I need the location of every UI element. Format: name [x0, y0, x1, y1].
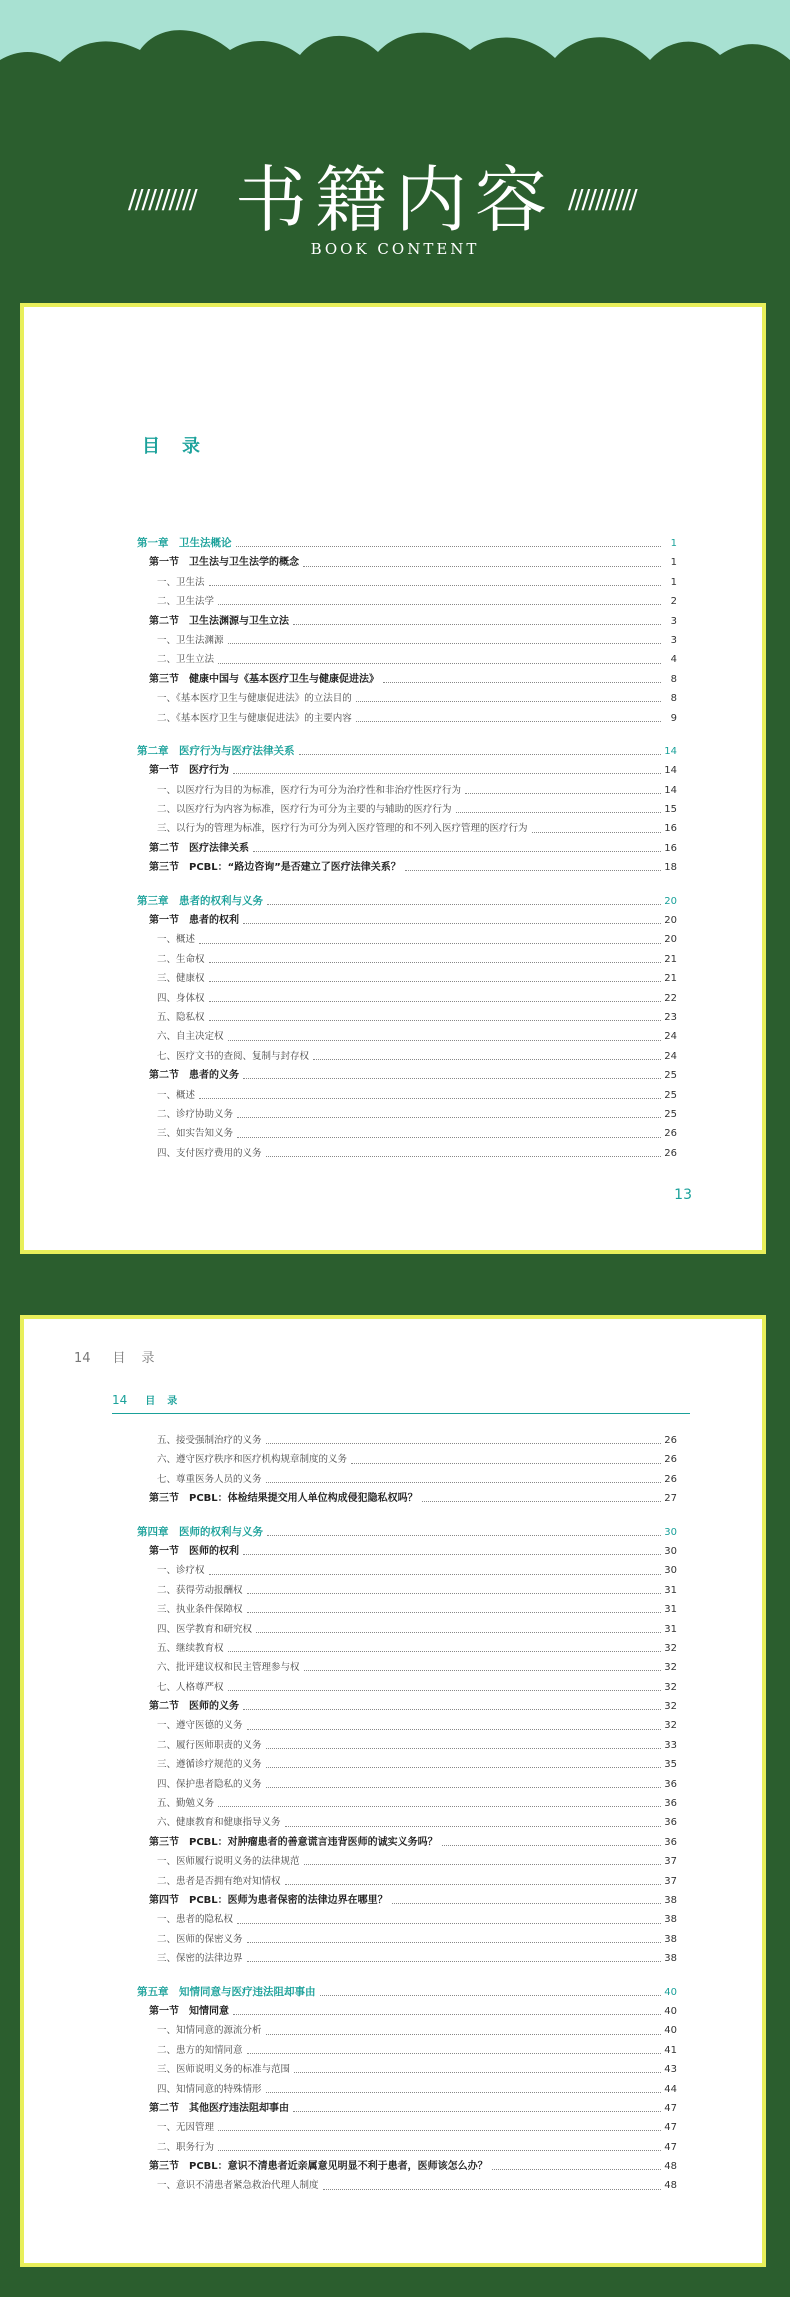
- dot-leader: [267, 1535, 661, 1536]
- toc-entry-page: 36: [664, 1778, 677, 1790]
- toc-entry-label: 第二节 医疗法律关系: [149, 842, 249, 854]
- toc-entry-page: 36: [664, 1836, 677, 1848]
- toc-entry-label: 第二节 医师的义务: [149, 1701, 239, 1713]
- toc-chapter-entry[interactable]: [137, 1983, 677, 2002]
- dot-leader: [356, 701, 661, 702]
- toc-entry-label: 第三节 PCBL：体检结果提交用人单位构成侵犯隐私权吗？: [149, 1493, 418, 1505]
- banner: [0, 0, 790, 300]
- dot-leader: [266, 1443, 661, 1444]
- toc-section-entry[interactable]: [137, 1891, 677, 1910]
- toc-entries-page-2: [137, 1431, 677, 2196]
- dot-leader: [293, 624, 661, 625]
- toc-item-entry[interactable]: [137, 689, 677, 708]
- running-header-teal: [112, 1392, 690, 1414]
- dot-leader: [304, 1670, 661, 1671]
- toc-section-entry[interactable]: [137, 1542, 677, 1561]
- dot-leader: [266, 1787, 661, 1788]
- toc-item-entry[interactable]: [137, 1105, 677, 1124]
- toc-entry-label: 三、医师说明义务的标准与范围: [157, 2064, 291, 2076]
- toc-entry-label: 二、医师的保密义务: [157, 1933, 243, 1945]
- toc-item-entry[interactable]: [137, 950, 677, 969]
- toc-heading: 目录: [142, 436, 222, 457]
- toc-section-entry[interactable]: [137, 2099, 677, 2118]
- toc-entry-label: 一、遵守医德的义务: [157, 1720, 243, 1732]
- dot-leader: [422, 1501, 661, 1502]
- toc-entry-label: 第三章 患者的权利与义务: [137, 894, 263, 907]
- dot-leader: [313, 1059, 661, 1060]
- toc-entry-label: 二、患者是否拥有绝对知情权: [157, 1875, 281, 1887]
- dot-leader: [532, 832, 661, 833]
- toc-entry-label: 二、获得劳动报酬权: [157, 1584, 243, 1596]
- dot-leader: [303, 566, 661, 567]
- toc-entry-page: 32: [664, 1662, 677, 1674]
- toc-entry-page: 36: [664, 1798, 677, 1810]
- dot-leader: [266, 1767, 661, 1768]
- dot-leader: [228, 1690, 661, 1691]
- toc-entry-page: 9: [670, 712, 677, 724]
- toc-entry-page: 26: [664, 1473, 677, 1485]
- toc-section-entry[interactable]: [137, 670, 677, 689]
- toc-entry-label: 二、诊疗协助义务: [157, 1108, 234, 1120]
- toc-item-entry[interactable]: [137, 1047, 677, 1066]
- toc-entry-label: 一、以医疗行为目的为标准，医疗行为可分为治疗性和非治疗性医疗行为: [157, 784, 462, 796]
- toc-entry-page: 37: [664, 1875, 677, 1887]
- toc-section-entry[interactable]: [137, 2002, 677, 2021]
- toc-entry-page: 26: [664, 1147, 677, 1159]
- toc-entry-page: 32: [664, 1701, 677, 1713]
- toc-entry-page: 31: [664, 1584, 677, 1596]
- toc-item-entry[interactable]: [137, 819, 677, 838]
- toc-entry-label: 五、继续教育权: [157, 1642, 224, 1654]
- dot-leader: [294, 2072, 661, 2073]
- section-gap: [137, 728, 677, 742]
- toc-section-entry[interactable]: [137, 612, 677, 631]
- toc-entry-label: 一、概述: [157, 934, 196, 946]
- dot-leader: [405, 870, 661, 871]
- toc-chapter-entry[interactable]: [137, 892, 677, 911]
- toc-entry-page: 26: [664, 1454, 677, 1466]
- dot-leader: [304, 1864, 661, 1865]
- toc-entry-label: 第一节 医师的权利: [149, 1545, 239, 1557]
- toc-entry-label: 二、《基本医疗卫生与健康促进法》的主要内容: [157, 712, 352, 724]
- dot-leader: [218, 604, 661, 605]
- dot-leader: [209, 585, 661, 586]
- dot-leader: [247, 1961, 661, 1962]
- dot-leader: [236, 546, 662, 547]
- toc-item-entry[interactable]: [137, 930, 677, 949]
- toc-item-entry[interactable]: [137, 1775, 677, 1794]
- toc-item-entry[interactable]: [137, 800, 677, 819]
- dot-leader: [356, 721, 661, 722]
- toc-chapter-entry[interactable]: [137, 534, 677, 553]
- toc-entry-label: 第三节 健康中国与《基本医疗卫生与健康促进法》: [149, 673, 379, 685]
- dot-leader: [218, 663, 661, 664]
- toc-entry-label: 第二节 其他医疗违法阻却事由: [149, 2102, 289, 2114]
- toc-entry-page: 20: [664, 895, 677, 907]
- toc-entry-label: 一、无因管理: [157, 2122, 215, 2134]
- toc-entry-page: 40: [664, 2025, 677, 2037]
- toc-entry-page: 2: [670, 596, 677, 608]
- toc-section-entry[interactable]: [137, 553, 677, 572]
- banner-subtitle: BOOK CONTENT: [310, 240, 480, 258]
- toc-entry-label: 四、身体权: [157, 992, 205, 1004]
- toc-entry-page: 14: [664, 745, 677, 757]
- toc-entry-label: 六、自主决定权: [157, 1031, 224, 1043]
- left-slash-decoration: //////////: [128, 185, 196, 215]
- running-header-gray: [74, 1347, 171, 1366]
- toc-entry-page: 20: [664, 934, 677, 946]
- toc-entry-label: 六、批评建议权和民主管理参与权: [157, 1662, 300, 1674]
- toc-entry-page: 25: [664, 1108, 677, 1120]
- toc-item-entry[interactable]: [137, 1716, 677, 1735]
- hills-decoration: [0, 0, 790, 120]
- toc-entry-page: 38: [664, 1933, 677, 1945]
- banner-title: 书籍内容: [234, 158, 555, 242]
- toc-item-entry[interactable]: [137, 2138, 677, 2157]
- toc-entry-label: 一、《基本医疗卫生与健康促进法》的立法目的: [157, 693, 352, 705]
- toc-entry-label: 三、健康权: [157, 973, 205, 985]
- toc-entry-label: 三、以行为的管理为标准，医疗行为可分为列入医疗管理的和不列入医疗管理的医疗行为: [157, 823, 528, 835]
- toc-entry-label: 第一节 卫生法与卫生法学的概念: [149, 557, 299, 569]
- toc-entry-label: 二、患方的知情同意: [157, 2044, 243, 2056]
- toc-section-entry[interactable]: [137, 1489, 677, 1508]
- dot-leader: [266, 2092, 661, 2093]
- toc-entry-label: 一、概述: [157, 1089, 196, 1101]
- toc-entry-page: 30: [664, 1526, 677, 1538]
- toc-section-entry[interactable]: [137, 761, 677, 780]
- toc-entry-page: 32: [664, 1681, 677, 1693]
- header-page-number: 14: [74, 1351, 91, 1366]
- dot-leader: [209, 1020, 661, 1021]
- dot-leader: [233, 773, 661, 774]
- toc-entry-page: 44: [664, 2083, 677, 2095]
- toc-entry-label: 二、卫生法学: [157, 596, 215, 608]
- toc-entry-page: 31: [664, 1604, 677, 1616]
- toc-entry-page: 8: [670, 673, 677, 685]
- toc-entry-page: 27: [664, 1493, 677, 1505]
- toc-entry-page: 36: [664, 1817, 677, 1829]
- section-gap: [137, 878, 677, 892]
- toc-entry-label: 第二章 医疗行为与医疗法律关系: [137, 744, 295, 757]
- dot-leader: [243, 923, 661, 924]
- toc-entry-page: 3: [670, 615, 677, 627]
- toc-entry-page: 33: [664, 1739, 677, 1751]
- toc-entry-page: 38: [664, 1953, 677, 1965]
- toc-entry-page: 23: [664, 1011, 677, 1023]
- toc-entry-label: 第三节 PCBL：对肿瘤患者的善意谎言违背医师的诚实义务吗？: [149, 1836, 438, 1848]
- toc-entry-page: 22: [664, 992, 677, 1004]
- toc-item-entry[interactable]: [137, 1561, 677, 1580]
- toc-item-entry[interactable]: [137, 1794, 677, 1813]
- toc-entry-label: 三、遵循诊疗规范的义务: [157, 1759, 262, 1771]
- toc-entry-label: 第二节 患者的义务: [149, 1070, 239, 1082]
- toc-entry-page: 8: [670, 693, 677, 705]
- dot-leader: [465, 793, 661, 794]
- toc-item-entry[interactable]: [137, 1639, 677, 1658]
- toc-entry-page: 1: [670, 576, 677, 588]
- toc-item-entry[interactable]: [137, 1930, 677, 1949]
- toc-item-entry[interactable]: [137, 631, 677, 650]
- toc-item-entry[interactable]: [137, 709, 677, 728]
- toc-entry-label: 第一节 患者的权利: [149, 915, 239, 927]
- header-title: 目录: [145, 1396, 190, 1407]
- toc-entry-label: 六、遵守医疗秩序和医疗机构规章制度的义务: [157, 1454, 348, 1466]
- toc-entry-page: 16: [664, 823, 677, 835]
- toc-entry-label: 第一节 医疗行为: [149, 765, 229, 777]
- toc-item-entry[interactable]: [137, 989, 677, 1008]
- toc-entry-page: 43: [664, 2064, 677, 2076]
- dot-leader: [253, 851, 661, 852]
- toc-item-entry[interactable]: [137, 1736, 677, 1755]
- toc-entry-page: 24: [664, 1031, 677, 1043]
- section-gap: [137, 1509, 677, 1523]
- toc-item-entry[interactable]: [137, 2176, 677, 2195]
- toc-item-entry[interactable]: [137, 1620, 677, 1639]
- toc-entry-page: 35: [664, 1759, 677, 1771]
- toc-entry-page: 21: [664, 953, 677, 965]
- dot-leader: [199, 943, 661, 944]
- toc-entry-label: 第一节 知情同意: [149, 2005, 229, 2017]
- toc-entry-page: 20: [664, 915, 677, 927]
- toc-item-entry[interactable]: [137, 1852, 677, 1871]
- dot-leader: [247, 1942, 661, 1943]
- toc-entry-page: 1: [670, 538, 677, 549]
- toc-entry-label: 一、知情同意的源流分析: [157, 2025, 262, 2037]
- toc-entry-page: 38: [664, 1914, 677, 1926]
- dot-leader: [256, 1632, 661, 1633]
- dot-leader: [320, 1995, 662, 1996]
- toc-item-entry[interactable]: [137, 2080, 677, 2099]
- toc-page-2: [20, 1315, 766, 2267]
- toc-entry-label: 二、生命权: [157, 953, 205, 965]
- toc-entry-page: 40: [664, 1986, 677, 1998]
- dot-leader: [266, 1156, 661, 1157]
- dot-leader: [209, 981, 661, 982]
- header-title: 目录: [112, 1351, 171, 1366]
- toc-entry-label: 二、以医疗行为内容为标准，医疗行为可分为主要的与辅助的医疗行为: [157, 804, 452, 816]
- dot-leader: [243, 1078, 661, 1079]
- dot-leader: [266, 1748, 661, 1749]
- toc-entry-page: 24: [664, 1050, 677, 1062]
- toc-entry-label: 四、支付医疗费用的义务: [157, 1147, 262, 1159]
- header-page-number: 14: [112, 1393, 128, 1407]
- toc-entry-page: 31: [664, 1623, 677, 1635]
- toc-item-entry[interactable]: [137, 1678, 677, 1697]
- toc-entry-page: 48: [664, 2180, 677, 2192]
- toc-entry-label: 三、保密的法律边界: [157, 1953, 243, 1965]
- dot-leader: [199, 1098, 661, 1099]
- dot-leader: [243, 1554, 661, 1555]
- toc-item-entry[interactable]: [137, 1755, 677, 1774]
- toc-entry-page: 41: [664, 2044, 677, 2056]
- toc-section-entry[interactable]: [137, 1697, 677, 1716]
- right-slash-decoration: //////////: [568, 185, 636, 215]
- dot-leader: [383, 682, 661, 683]
- toc-item-entry[interactable]: [137, 1949, 677, 1968]
- toc-entry-label: 第五章 知情同意与医疗违法阻却事由: [137, 1985, 316, 1998]
- toc-section-entry[interactable]: [137, 911, 677, 930]
- dot-leader: [237, 1137, 661, 1138]
- dot-leader: [492, 2169, 661, 2170]
- toc-entry-page: 14: [664, 784, 677, 796]
- toc-entry-label: 五、隐私权: [157, 1011, 205, 1023]
- toc-entry-label: 五、勤勉义务: [157, 1798, 215, 1810]
- toc-entry-label: 二、职务行为: [157, 2141, 215, 2153]
- toc-section-entry[interactable]: [137, 839, 677, 858]
- toc-entry-page: 47: [664, 2141, 677, 2153]
- toc-section-entry[interactable]: [137, 1833, 677, 1852]
- toc-section-entry[interactable]: [137, 858, 677, 877]
- toc-item-entry[interactable]: [137, 2118, 677, 2137]
- toc-entries-page-1: [137, 534, 677, 1163]
- dot-leader: [233, 2014, 661, 2015]
- page-number: 13: [674, 1187, 692, 1203]
- toc-item-entry[interactable]: [137, 1027, 677, 1046]
- toc-chapter-entry[interactable]: [137, 742, 677, 761]
- toc-entry-label: 一、卫生法: [157, 576, 205, 588]
- dot-leader: [456, 812, 661, 813]
- toc-entry-label: 第三节 PCBL：意识不清患者近亲属意见明显不利于患者，医师该怎么办？: [149, 2161, 488, 2173]
- toc-entry-label: 四、保护患者隐私的义务: [157, 1778, 262, 1790]
- toc-entry-label: 第四章 医师的权利与义务: [137, 1525, 263, 1538]
- toc-item-entry[interactable]: [137, 1658, 677, 1677]
- toc-item-entry[interactable]: [137, 1431, 677, 1450]
- toc-item-entry[interactable]: [137, 1872, 677, 1891]
- toc-entry-label: 七、人格尊严权: [157, 1681, 224, 1693]
- toc-entry-label: 三、如实告知义务: [157, 1128, 234, 1140]
- toc-entry-label: 二、履行医师职责的义务: [157, 1739, 262, 1751]
- toc-entry-page: 21: [664, 973, 677, 985]
- dot-leader: [299, 754, 662, 755]
- banner-title-row: [0, 160, 790, 240]
- toc-entry-page: 30: [664, 1545, 677, 1557]
- toc-entry-page: 16: [664, 842, 677, 854]
- toc-entry-page: 26: [664, 1128, 677, 1140]
- toc-entry-page: 48: [664, 2161, 677, 2173]
- toc-item-entry[interactable]: [137, 1470, 677, 1489]
- toc-entry-label: 一、医师履行说明义务的法律规范: [157, 1856, 300, 1868]
- toc-item-entry[interactable]: [137, 1581, 677, 1600]
- dot-leader: [442, 1845, 661, 1846]
- toc-entry-page: 25: [664, 1070, 677, 1082]
- dot-leader: [285, 1884, 661, 1885]
- toc-entry-page: 4: [670, 654, 677, 666]
- toc-entry-page: 47: [664, 2122, 677, 2134]
- toc-entry-label: 一、患者的隐私权: [157, 1914, 234, 1926]
- toc-item-entry[interactable]: [137, 592, 677, 611]
- toc-entry-label: 一、诊疗权: [157, 1565, 205, 1577]
- toc-item-entry[interactable]: [137, 781, 677, 800]
- toc-entry-label: 一、意识不清患者紧急救治代理人制度: [157, 2180, 319, 2192]
- dot-leader: [218, 2130, 661, 2131]
- dot-leader: [218, 1806, 661, 1807]
- toc-entry-page: 3: [670, 634, 677, 646]
- dot-leader: [247, 2053, 661, 2054]
- toc-section-entry[interactable]: [137, 1066, 677, 1085]
- toc-item-entry[interactable]: [137, 1144, 677, 1163]
- toc-entry-label: 第二节 卫生法渊源与卫生立法: [149, 615, 289, 627]
- dot-leader: [228, 643, 661, 644]
- toc-item-entry[interactable]: [137, 1124, 677, 1143]
- toc-item-entry[interactable]: [137, 1008, 677, 1027]
- dot-leader: [209, 962, 661, 963]
- dot-leader: [247, 1612, 661, 1613]
- toc-entry-page: 38: [664, 1894, 677, 1906]
- toc-item-entry[interactable]: [137, 650, 677, 669]
- toc-item-entry[interactable]: [137, 1086, 677, 1105]
- dot-leader: [209, 1001, 661, 1002]
- dot-leader: [237, 1117, 661, 1118]
- toc-entry-label: 第一章 卫生法概论: [137, 537, 232, 549]
- toc-item-entry[interactable]: [137, 1813, 677, 1832]
- toc-item-entry[interactable]: [137, 1450, 677, 1469]
- dot-leader: [228, 1651, 661, 1652]
- toc-item-entry[interactable]: [137, 1600, 677, 1619]
- dot-leader: [392, 1903, 661, 1904]
- toc-entry-page: 18: [664, 862, 677, 874]
- toc-entry-page: 40: [664, 2005, 677, 2017]
- toc-entry-label: 六、健康教育和健康指导义务: [157, 1817, 281, 1829]
- toc-entry-page: 14: [664, 765, 677, 777]
- toc-entry-label: 四、知情同意的特殊情形: [157, 2083, 262, 2095]
- toc-item-entry[interactable]: [137, 969, 677, 988]
- toc-entry-label: 二、卫生立法: [157, 654, 215, 666]
- dot-leader: [247, 1593, 661, 1594]
- toc-entry-page: 32: [664, 1720, 677, 1732]
- toc-entry-label: 七、医疗文书的查阅、复制与封存权: [157, 1050, 310, 1062]
- toc-entry-page: 32: [664, 1642, 677, 1654]
- toc-page-1: [20, 303, 766, 1254]
- toc-entry-label: 四、医学教育和研究权: [157, 1623, 253, 1635]
- dot-leader: [267, 904, 661, 905]
- toc-entry-label: 一、卫生法渊源: [157, 634, 224, 646]
- toc-item-entry[interactable]: [137, 2021, 677, 2040]
- dot-leader: [293, 2111, 661, 2112]
- toc-item-entry[interactable]: [137, 1910, 677, 1929]
- toc-entry-page: 37: [664, 1856, 677, 1868]
- dot-leader: [266, 2034, 661, 2035]
- dot-leader: [247, 1729, 661, 1730]
- dot-leader: [285, 1826, 661, 1827]
- section-gap: [137, 1969, 677, 1983]
- dot-leader: [228, 1040, 661, 1041]
- toc-entry-label: 五、接受强制治疗的义务: [157, 1435, 262, 1446]
- toc-entry-label: 第三节 PCBL：“路边咨询”是否建立了医疗法律关系？: [149, 862, 401, 874]
- toc-entry-page: 15: [664, 804, 677, 816]
- dot-leader: [243, 1709, 661, 1710]
- toc-chapter-entry[interactable]: [137, 1523, 677, 1542]
- toc-section-entry[interactable]: [137, 2157, 677, 2176]
- dot-leader: [237, 1923, 661, 1924]
- toc-item-entry[interactable]: [137, 2041, 677, 2060]
- toc-entry-page: 1: [670, 557, 677, 569]
- toc-entry-label: 七、尊重医务人员的义务: [157, 1473, 262, 1485]
- toc-entry-label: 三、执业条件保障权: [157, 1604, 243, 1616]
- toc-entry-page: 26: [664, 1435, 677, 1446]
- toc-entry-page: 30: [664, 1565, 677, 1577]
- toc-entry-label: 第四节 PCBL：医师为患者保密的法律边界在哪里？: [149, 1894, 388, 1906]
- toc-entry-page: 25: [664, 1089, 677, 1101]
- toc-item-entry[interactable]: [137, 573, 677, 592]
- dot-leader: [209, 1574, 661, 1575]
- dot-leader: [323, 2189, 661, 2190]
- dot-leader: [351, 1463, 661, 1464]
- dot-leader: [218, 2150, 661, 2151]
- toc-entry-page: 47: [664, 2102, 677, 2114]
- toc-item-entry[interactable]: [137, 2060, 677, 2079]
- dot-leader: [266, 1482, 661, 1483]
